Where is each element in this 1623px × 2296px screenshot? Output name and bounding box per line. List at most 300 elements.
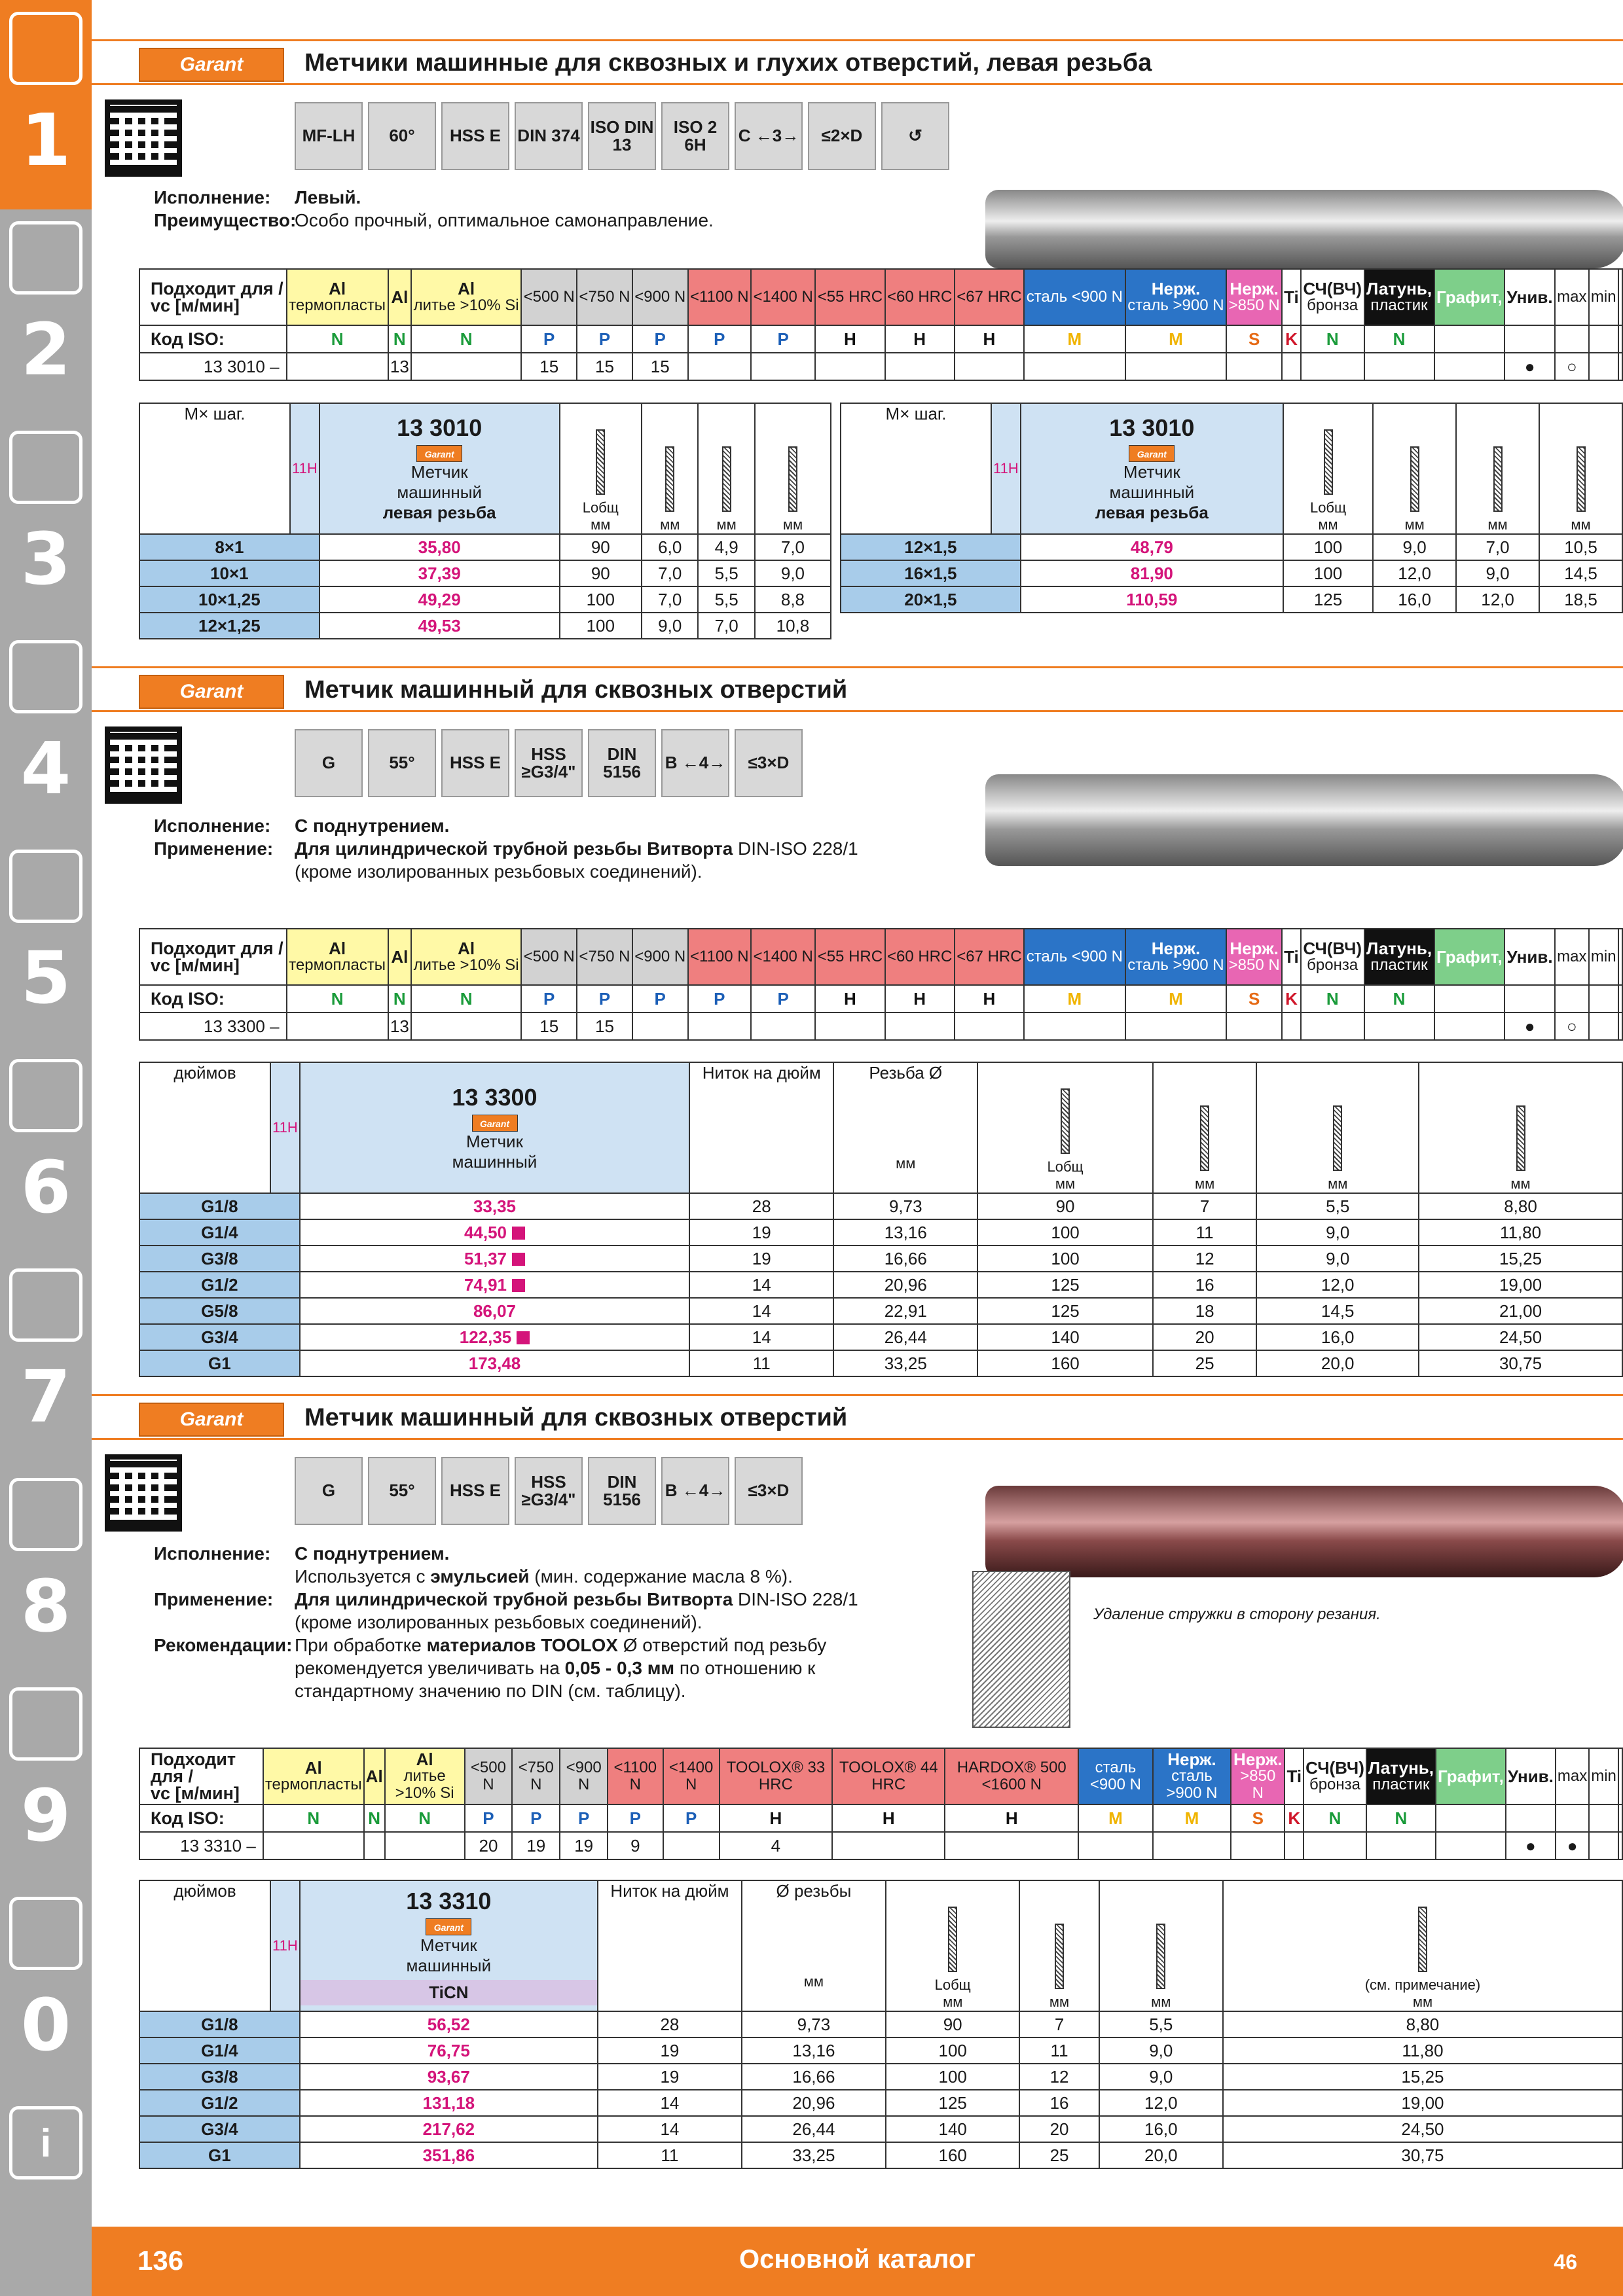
dimension: 20,0 <box>1256 1350 1419 1376</box>
feature-icon: HSS E <box>441 102 509 170</box>
dimension: 30,75 <box>1419 1350 1622 1376</box>
material-col: Нерж. сталь >900 N <box>1125 929 1227 985</box>
material-col: max <box>1555 929 1589 985</box>
chapter-0[interactable] <box>0 1885 92 2094</box>
dimension: 8,8 <box>755 586 831 613</box>
chapter-icon <box>9 221 82 295</box>
dimension: 11,80 <box>1419 1219 1622 1246</box>
feature-icon: ISO 2 6H <box>661 102 729 170</box>
material-header-row <box>139 929 1622 985</box>
price: 93,67 <box>300 2064 598 2090</box>
iso-code: M <box>1024 325 1125 353</box>
chapter-number: 9 <box>20 1774 71 1857</box>
table-row[interactable] <box>139 586 831 613</box>
iso-code: P <box>521 325 577 353</box>
dimension: 100 <box>977 1246 1153 1272</box>
dimension: 5,5 <box>1099 2011 1223 2037</box>
price: 49,29 <box>319 586 560 613</box>
dimension: 16,66 <box>742 2064 886 2090</box>
vc-value <box>751 353 815 380</box>
dimension: 100 <box>560 586 642 613</box>
dimension: 11,80 <box>1223 2037 1622 2064</box>
feature-icon: ≤3×D <box>735 729 803 797</box>
dimension: 7,0 <box>755 534 831 560</box>
dimension: 16 <box>1019 2090 1099 2116</box>
section-number: 46 <box>1554 2250 1577 2274</box>
iso-code <box>1555 325 1589 353</box>
iso-code <box>1589 1804 1618 1832</box>
material-table <box>139 928 1623 1041</box>
iso-code: N <box>1301 325 1364 353</box>
section-title: Метчик машинный для сквозных отверстий <box>304 1404 848 1431</box>
vc-row <box>139 1832 1622 1859</box>
dimension: 9,0 <box>1373 534 1456 560</box>
price: 44,50 <box>300 1219 690 1246</box>
feature-icon: ≤2×D <box>808 102 876 170</box>
iso-label: Код ISO: <box>139 985 287 1013</box>
spec-text: Исполнение: Левый. Преимущество:Особо прочный, оптимальное самонаправление. <box>154 187 714 230</box>
iso-code: N <box>411 325 521 353</box>
iso-code: P <box>521 985 577 1013</box>
dimension: 25 <box>1019 2142 1099 2168</box>
vc-row <box>139 353 1622 380</box>
dimension-header: мм <box>1373 403 1456 534</box>
dimension: 13,16 <box>833 1219 977 1246</box>
article-cell: 13 3300 Garant Метчик машинный <box>300 1062 690 1193</box>
chapter-9[interactable] <box>0 1676 92 1885</box>
table-row[interactable] <box>841 560 1622 586</box>
table-row[interactable] <box>139 1219 1622 1246</box>
tpi-header: Ниток на дюйм <box>689 1062 833 1193</box>
dimension: 26,44 <box>833 1324 977 1350</box>
dimension: 28 <box>689 1193 833 1219</box>
vc-value <box>1282 1013 1301 1040</box>
chapter-icon <box>9 431 82 504</box>
iso-code: P <box>632 325 688 353</box>
feature-icon: ↺ <box>881 102 949 170</box>
dimension: 160 <box>886 2142 1020 2168</box>
size: G1/2 <box>139 1272 300 1298</box>
material-col: Латунь, пластик <box>1364 929 1434 985</box>
dimension: 13,16 <box>742 2037 886 2064</box>
tolerance: 11H <box>270 1062 300 1193</box>
chapter-1[interactable] <box>0 0 92 209</box>
qr-code[interactable] <box>105 99 182 177</box>
material-col <box>1618 269 1622 325</box>
table-row[interactable] <box>139 2037 1622 2064</box>
dimension: 12,0 <box>1256 1272 1419 1298</box>
dimension: 100 <box>1283 534 1373 560</box>
chapter-6[interactable] <box>0 1047 92 1257</box>
vc-value <box>1078 1832 1153 1859</box>
material-col: max <box>1556 1748 1589 1804</box>
iso-code: P <box>465 1804 513 1832</box>
price: 37,39 <box>319 560 560 586</box>
vc-value <box>1285 1832 1304 1859</box>
chapter-3[interactable] <box>0 419 92 628</box>
table-row[interactable] <box>139 1324 1622 1350</box>
iso-code <box>1618 1804 1622 1832</box>
dimension: 125 <box>977 1298 1153 1324</box>
material-header-row <box>139 269 1622 325</box>
iso-code: M <box>1153 1804 1231 1832</box>
chapter-number: 6 <box>20 1145 71 1229</box>
iso-code: S <box>1226 325 1282 353</box>
size: G1/8 <box>139 1193 300 1219</box>
product-table <box>139 1880 1623 2169</box>
dimension: 100 <box>977 1219 1153 1246</box>
dimension: 9,73 <box>742 2011 886 2037</box>
dimension: 12,0 <box>1373 560 1456 586</box>
product-table-right <box>840 403 1623 613</box>
chapter-7[interactable] <box>0 1257 92 1466</box>
iso-code: H <box>955 985 1024 1013</box>
dimension: 14,5 <box>1539 560 1622 586</box>
iso-row <box>139 985 1622 1013</box>
feature-icon: ISO DIN 13 <box>588 102 656 170</box>
iso-code: H <box>955 325 1024 353</box>
material-table <box>139 268 1623 381</box>
dimension: 100 <box>560 613 642 639</box>
vc-value <box>688 1013 751 1040</box>
dimension: 19,00 <box>1419 1272 1622 1298</box>
vc-value <box>1589 1013 1618 1040</box>
vc-value <box>1282 353 1301 380</box>
size: G5/8 <box>139 1298 300 1324</box>
section-header <box>92 1394 1623 1440</box>
price: 49,53 <box>319 613 560 639</box>
material-col: Латунь, пластик <box>1366 1748 1436 1804</box>
feature-icon: 55° <box>368 729 436 797</box>
vc-value <box>1618 353 1622 380</box>
size: G3/8 <box>139 1246 300 1272</box>
price: 35,80 <box>319 534 560 560</box>
dimension: 14 <box>689 1272 833 1298</box>
material-col: Нерж. >850 N <box>1226 269 1282 325</box>
vc-value: ● <box>1504 353 1555 380</box>
vc-value <box>263 1832 364 1859</box>
material-col: Графит, <box>1436 1748 1506 1804</box>
vc-value <box>1301 353 1364 380</box>
iso-code: P <box>512 1804 560 1832</box>
dimension: 16,66 <box>833 1246 977 1272</box>
feature-icon: B ←4→ <box>661 1457 729 1525</box>
vc-value <box>1304 1832 1366 1859</box>
iso-code: N <box>287 985 388 1013</box>
table-row[interactable] <box>139 1272 1622 1298</box>
chapter-icon <box>9 12 82 85</box>
size: G1 <box>139 1350 300 1376</box>
chapter-icon <box>9 640 82 713</box>
product-table-left <box>139 403 831 639</box>
table-row[interactable] <box>139 1350 1622 1376</box>
price: 56,52 <box>300 2011 598 2037</box>
dimension: 24,50 <box>1223 2116 1622 2142</box>
iso-row <box>139 1804 1622 1832</box>
table-row[interactable] <box>841 586 1622 613</box>
material-col: <60 HRC <box>885 269 955 325</box>
material-col: <1100 N <box>688 269 751 325</box>
dimension: 160 <box>977 1350 1153 1376</box>
iso-code: N <box>385 1804 465 1832</box>
dimension-header: Lобщ мм <box>977 1062 1153 1193</box>
section-header <box>92 666 1623 712</box>
size: 16×1,5 <box>841 560 1021 586</box>
chapter-icon <box>9 1687 82 1761</box>
iso-code <box>1504 985 1555 1013</box>
dimension: 125 <box>1283 586 1373 613</box>
feature-icon: C ←3→ <box>735 102 803 170</box>
dimension: 7,0 <box>642 560 698 586</box>
table-row[interactable] <box>139 1298 1622 1324</box>
dimension-header: мм <box>1153 1062 1257 1193</box>
stock-marker <box>512 1227 525 1240</box>
vc-value <box>1364 353 1434 380</box>
vc-value <box>1125 1013 1227 1040</box>
price: 33,35 <box>300 1193 690 1219</box>
dimension: 9,0 <box>1099 2037 1223 2064</box>
price: 131,18 <box>300 2090 598 2116</box>
table-row[interactable] <box>139 1193 1622 1219</box>
chip-removal-diagram <box>972 1571 1070 1728</box>
material-col: <1100 N <box>688 929 751 985</box>
dimension-header: Lобщ мм <box>886 1880 1020 2011</box>
dimension: 16,0 <box>1256 1324 1419 1350</box>
material-col: Унив. <box>1506 1748 1556 1804</box>
dimension: 9,0 <box>1456 560 1539 586</box>
dimension: 16 <box>1153 1272 1257 1298</box>
vc-value <box>1024 1013 1125 1040</box>
material-col: <900 N <box>632 929 688 985</box>
price: 48,79 <box>1021 534 1283 560</box>
dimension: 140 <box>886 2116 1020 2142</box>
material-header-label: Подходит для / vc [м/мин] <box>139 269 287 325</box>
table-row[interactable] <box>139 2116 1622 2142</box>
product-header <box>139 1062 1622 1193</box>
tolerance: 11H <box>270 1880 300 2011</box>
dimension: 11 <box>1019 2037 1099 2064</box>
dimension: 10,5 <box>1539 534 1622 560</box>
thread-dia-header: Резьба Ø мм <box>833 1062 977 1193</box>
vc-value <box>751 1013 815 1040</box>
feature-icon: DIN 374 <box>515 102 583 170</box>
vc-value <box>1589 353 1618 380</box>
vc-value <box>955 1013 1024 1040</box>
material-col: <67 HRC <box>955 929 1024 985</box>
chapter-i[interactable] <box>0 2094 92 2296</box>
size-header: M× шаг. <box>139 403 290 534</box>
dimension: 15,25 <box>1419 1246 1622 1272</box>
dimension: 24,50 <box>1419 1324 1622 1350</box>
iso-code: M <box>1125 985 1227 1013</box>
material-header-label: Подходит для / vc [м/мин] <box>139 1748 263 1804</box>
vc-value: 15 <box>521 1013 577 1040</box>
chapter-8[interactable] <box>0 1466 92 1676</box>
thread-dia-header: Ø резьбы мм <box>742 1880 886 2011</box>
chapter-2[interactable] <box>0 209 92 419</box>
iso-code: H <box>945 1804 1078 1832</box>
feature-icon: HSS ≥G3/4" <box>515 1457 583 1525</box>
iso-code: M <box>1024 985 1125 1013</box>
vc-value <box>1618 1013 1622 1040</box>
price: 74,91 <box>300 1272 690 1298</box>
iso-code: N <box>1304 1804 1366 1832</box>
material-col: min <box>1589 1748 1618 1804</box>
qr-code[interactable] <box>105 1454 182 1532</box>
iso-row <box>139 325 1622 353</box>
vc-value <box>688 353 751 380</box>
price: 76,75 <box>300 2037 598 2064</box>
feature-icon: B ←4→ <box>661 729 729 797</box>
dimension: 90 <box>560 534 642 560</box>
material-col: <750 N <box>577 929 632 985</box>
iso-code: K <box>1282 985 1301 1013</box>
coating-label: TiCN <box>301 1980 597 2005</box>
table-row[interactable] <box>139 613 831 639</box>
material-col <box>1618 1748 1622 1804</box>
size: 12×1,5 <box>841 534 1021 560</box>
garant-logo: Garant <box>139 1403 284 1437</box>
chapter-5[interactable] <box>0 838 92 1047</box>
dimension-header: Lобщ мм <box>1283 403 1373 534</box>
section-title: Метчики машинные для сквозных и глухих отверстий, левая резьба <box>304 49 1152 77</box>
size: 12×1,25 <box>139 613 319 639</box>
material-col: Нерж. >850 N <box>1226 929 1282 985</box>
iso-code: P <box>577 325 632 353</box>
vc-value: 15 <box>521 353 577 380</box>
dimension: 8,80 <box>1223 2011 1622 2037</box>
table-row[interactable] <box>139 2142 1622 2168</box>
material-col: Al <box>388 269 411 325</box>
dimension: 5,5 <box>698 560 754 586</box>
material-col: HARDOX® 500 <1600 N <box>945 1748 1078 1804</box>
vc-value: 13 <box>388 353 411 380</box>
feature-icon: HSS ≥G3/4" <box>515 729 583 797</box>
material-col: Нерж. сталь >900 N <box>1125 269 1227 325</box>
article-cell: 13 3010 Garant Метчик машинный левая резьба <box>319 403 560 534</box>
table-row[interactable] <box>139 1246 1622 1272</box>
table-row[interactable] <box>139 2064 1622 2090</box>
size: G1/2 <box>139 2090 300 2116</box>
dimension-header: мм <box>755 403 831 534</box>
vc-value <box>1366 1832 1436 1859</box>
iso-code: S <box>1226 985 1282 1013</box>
material-col: <750 N <box>512 1748 560 1804</box>
tap-photo <box>985 774 1623 866</box>
dimension-header: мм <box>642 403 698 534</box>
dimension: 33,25 <box>833 1350 977 1376</box>
material-col: Латунь, пластик <box>1364 269 1434 325</box>
vc-row <box>139 1013 1622 1040</box>
iso-code <box>1504 325 1555 353</box>
dimension: 90 <box>560 560 642 586</box>
material-col: Al термопласты <box>287 269 388 325</box>
dimension: 22,91 <box>833 1298 977 1324</box>
material-col: <55 HRC <box>815 929 884 985</box>
iso-code: H <box>885 325 955 353</box>
material-col: Al <box>388 929 411 985</box>
dimension: 20 <box>1019 2116 1099 2142</box>
material-col <box>1618 929 1622 985</box>
iso-code: P <box>688 985 751 1013</box>
vc-value <box>945 1832 1078 1859</box>
tap-photo <box>985 1486 1623 1577</box>
iso-label: Код ISO: <box>139 1804 263 1832</box>
vc-value: 15 <box>632 353 688 380</box>
table-row[interactable] <box>139 534 831 560</box>
material-col: <500 N <box>521 269 577 325</box>
table-row[interactable] <box>139 2090 1622 2116</box>
feature-icon: DIN 5156 <box>588 1457 656 1525</box>
page-footer <box>92 2227 1623 2296</box>
size: 10×1,25 <box>139 586 319 613</box>
feature-icon: DIN 5156 <box>588 729 656 797</box>
vc-value: ● <box>1506 1832 1556 1859</box>
table-row[interactable] <box>841 534 1622 560</box>
garant-logo: Garant <box>139 675 284 709</box>
vc-value <box>411 353 521 380</box>
table-row[interactable] <box>139 560 831 586</box>
dimension: 18,5 <box>1539 586 1622 613</box>
size: G1/4 <box>139 1219 300 1246</box>
chapter-number: 3 <box>20 517 71 601</box>
tolerance: 11H <box>290 403 319 534</box>
tolerance: 11H <box>991 403 1021 534</box>
dimension: 7,0 <box>642 586 698 613</box>
size: G3/8 <box>139 2064 300 2090</box>
dimension: 11 <box>689 1350 833 1376</box>
dimension: 5,5 <box>698 586 754 613</box>
material-col: <1400 N <box>751 929 815 985</box>
material-col: <1400 N <box>751 269 815 325</box>
dimension: 20,0 <box>1099 2142 1223 2168</box>
vc-value <box>1153 1832 1231 1859</box>
dimension: 20,96 <box>833 1272 977 1298</box>
iso-code <box>1555 985 1589 1013</box>
material-col: сталь <900 N <box>1024 269 1125 325</box>
size: G3/4 <box>139 1324 300 1350</box>
feature-icon: 55° <box>368 1457 436 1525</box>
iso-code: M <box>1078 1804 1153 1832</box>
chapter-number: 8 <box>20 1564 71 1648</box>
dimension: 100 <box>1283 560 1373 586</box>
material-col: TOOLOX® 44 HRC <box>832 1748 945 1804</box>
dimension: 7 <box>1153 1193 1257 1219</box>
material-col: <60 HRC <box>885 929 955 985</box>
feature-icon: G <box>295 729 363 797</box>
vc-value <box>287 353 388 380</box>
qr-code[interactable] <box>105 726 182 804</box>
dimension: 125 <box>886 2090 1020 2116</box>
dimension: 20,96 <box>742 2090 886 2116</box>
iso-code: N <box>388 325 411 353</box>
chapter-number: 1 <box>20 98 71 182</box>
article-code: 13 3010 – <box>139 353 287 380</box>
vc-value <box>385 1832 465 1859</box>
material-col: <55 HRC <box>815 269 884 325</box>
dimension: 16,0 <box>1373 586 1456 613</box>
dimension: 12,0 <box>1456 586 1539 613</box>
material-col: Al <box>364 1748 385 1804</box>
iso-code <box>1618 985 1622 1013</box>
iso-code <box>1589 325 1618 353</box>
vc-value <box>1364 1013 1434 1040</box>
table-row[interactable] <box>139 2011 1622 2037</box>
chapter-4[interactable] <box>0 628 92 838</box>
dimension: 7 <box>1019 2011 1099 2037</box>
price: 122,35 <box>300 1324 690 1350</box>
iso-code <box>1436 1804 1506 1832</box>
